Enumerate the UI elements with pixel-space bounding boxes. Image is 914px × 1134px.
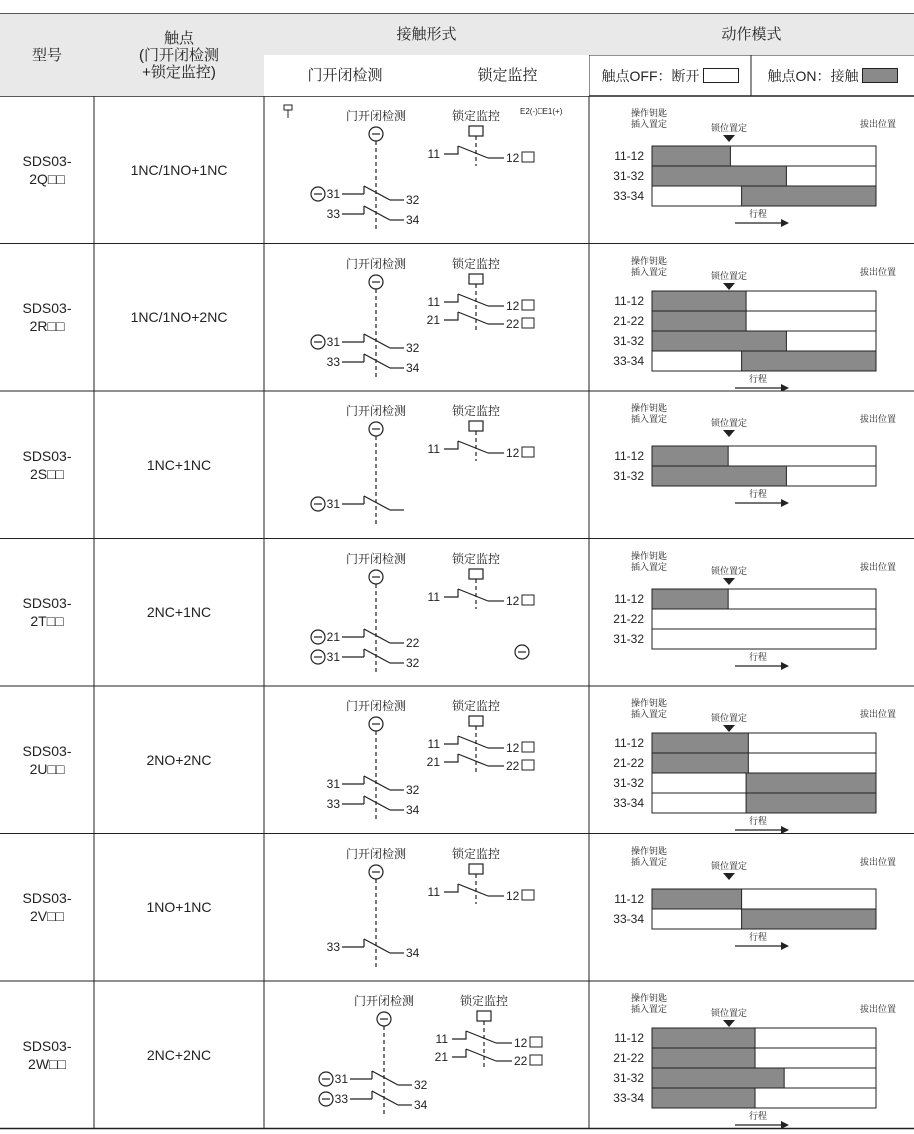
door-contact: [327, 354, 420, 375]
svg-text:21: 21: [326, 629, 340, 644]
svg-text:11-12: 11-12: [614, 149, 644, 163]
svg-text:31: 31: [326, 497, 340, 511]
circuit-diagram: [264, 391, 589, 539]
svg-text:33-34: 33-34: [613, 911, 644, 926]
chart-row: [613, 753, 876, 773]
lock-contact: [435, 1049, 542, 1068]
lock-monitor-label: 锁定监控: [451, 256, 501, 271]
circuit-diagram: [264, 539, 589, 687]
chart-row: [613, 311, 876, 331]
action-chart: [589, 244, 914, 392]
door-contact: [319, 1091, 428, 1112]
lock-square-symbol: [469, 126, 483, 136]
op-key-label: 操作钥匙: [631, 698, 668, 708]
pull-pos-label: 拔出位置: [859, 856, 896, 867]
chart-row: [613, 1048, 876, 1068]
svg-text:31: 31: [326, 334, 340, 349]
svg-text:34: 34: [406, 945, 420, 960]
circuit-diagram: [264, 686, 589, 834]
lock-pos-label: 锁位置定: [710, 860, 748, 871]
svg-text:12: 12: [506, 741, 520, 755]
svg-text:21-22: 21-22: [613, 611, 644, 626]
e-terminal-label: E2(-)⎕E1(+): [520, 107, 563, 116]
door-contact: [311, 649, 420, 670]
svg-text:11: 11: [427, 294, 440, 309]
model-cell: SDS03- 2S□□: [22, 447, 72, 482]
svg-text:12: 12: [506, 593, 520, 608]
svg-text:31-32: 31-32: [613, 169, 644, 183]
action-chart: [589, 834, 914, 982]
door-contact: [311, 334, 420, 355]
svg-text:31-32: 31-32: [613, 631, 644, 646]
lock-monitor-label: 锁定监控: [451, 404, 501, 418]
lock-pos-marker: [723, 725, 735, 732]
lock-pos-marker: [723, 1020, 735, 1027]
lock-monitor-label: 锁定监控: [451, 846, 501, 861]
svg-text:31: 31: [326, 649, 340, 664]
pull-pos-label: 拔出位置: [859, 561, 896, 572]
insert-pos-label: 插入置定: [631, 414, 668, 424]
chart-row: [614, 889, 876, 909]
svg-text:12: 12: [514, 1036, 528, 1050]
action-chart: [589, 391, 914, 539]
chart-row: [613, 609, 876, 629]
stroke-label: 行程: [749, 931, 768, 942]
insert-pos-label: 插入置定: [631, 709, 668, 719]
svg-text:12: 12: [506, 151, 520, 165]
svg-text:11: 11: [427, 884, 440, 899]
svg-text:31-32: 31-32: [613, 776, 644, 790]
op-key-label: 操作钥匙: [631, 403, 668, 413]
svg-text:33-34: 33-34: [613, 353, 644, 368]
lock-pos-label: 锁位置定: [710, 270, 748, 281]
contacts-cell: 2NC+1NC: [146, 604, 212, 621]
svg-text:12: 12: [506, 888, 520, 903]
door-detect-label: 门开闭检测: [345, 699, 407, 713]
contacts-cell: 2NC+2NC: [146, 1046, 212, 1063]
pull-pos-label: 拔出位置: [859, 266, 896, 277]
model-cell: SDS03- 2W□□: [22, 1037, 72, 1072]
lock-monitor-label: 锁定监控: [451, 109, 501, 123]
door-contact: [311, 496, 404, 511]
chart-row: [613, 186, 876, 206]
contacts-cell: 1NC+1NC: [146, 456, 212, 473]
header-model: 型号: [0, 14, 94, 96]
lock-pos-marker: [723, 135, 735, 142]
svg-text:11: 11: [435, 1032, 448, 1046]
lock-contact: [428, 146, 534, 165]
pull-pos-label: 拔出位置: [859, 119, 896, 129]
lock-pos-label: 锁位置定: [710, 123, 748, 133]
svg-text:34: 34: [414, 1098, 428, 1112]
model-cell: SDS03- 2U□□: [22, 742, 72, 777]
chart-row: [613, 166, 876, 186]
circuit-diagram: [264, 96, 589, 244]
chart-row: [613, 331, 876, 351]
door-contact: [311, 186, 420, 207]
svg-text:11: 11: [427, 737, 440, 751]
contacts-cell: 2NO+2NC: [146, 751, 212, 768]
svg-text:21: 21: [434, 1050, 448, 1064]
action-chart: [589, 686, 914, 834]
insert-pos-label: 插入置定: [631, 1004, 668, 1014]
chart-row: [614, 291, 876, 311]
op-key-label: 操作钥匙: [631, 255, 668, 266]
key-icon: [284, 105, 292, 118]
svg-text:12: 12: [506, 446, 520, 460]
svg-text:32: 32: [406, 193, 420, 207]
lock-pos-marker: [723, 578, 735, 585]
header-door-detect: 门开闭检测: [264, 55, 426, 96]
chart-row: [613, 1088, 876, 1108]
door-detect-label: 门开闭检测: [345, 109, 407, 123]
svg-text:11-12: 11-12: [614, 1031, 644, 1045]
svg-text:33: 33: [334, 1092, 348, 1106]
svg-text:32: 32: [406, 655, 420, 670]
lock-pos-marker: [723, 430, 735, 437]
lock-square-symbol: [469, 864, 483, 874]
door-contact: [327, 939, 420, 960]
lock-contact: [428, 441, 534, 460]
stroke-label: 行程: [749, 1111, 768, 1121]
svg-text:21-22: 21-22: [613, 313, 644, 328]
chart-row: [614, 1028, 876, 1048]
model-cell: SDS03- 2Q□□: [22, 152, 72, 187]
chart-row: [613, 351, 876, 371]
door-contact: [327, 206, 420, 227]
chart-row: [613, 1068, 876, 1088]
model-cell: SDS03- 2V□□: [22, 890, 72, 925]
svg-text:33: 33: [326, 797, 340, 811]
door-contact: [319, 1071, 428, 1092]
lock-contact: [427, 754, 534, 773]
svg-text:21-22: 21-22: [613, 756, 644, 770]
chart-row: [614, 446, 876, 466]
svg-text:11: 11: [427, 589, 440, 604]
svg-text:32: 32: [414, 1078, 428, 1092]
op-key-label: 操作钥匙: [631, 550, 668, 561]
svg-text:11-12: 11-12: [614, 449, 644, 463]
chart-row: [613, 629, 876, 649]
op-key-label: 操作钥匙: [631, 993, 668, 1003]
lock-pos-marker: [723, 873, 735, 880]
svg-text:34: 34: [406, 803, 420, 817]
svg-text:31: 31: [334, 1072, 348, 1086]
chart-row: [613, 793, 876, 813]
svg-text:21: 21: [426, 755, 440, 769]
svg-text:33: 33: [326, 207, 340, 221]
circuit-diagram: [264, 834, 589, 982]
circuit-diagram: [264, 981, 589, 1129]
header-contacts: 触点 (门开闭检测 +锁定监控): [94, 14, 264, 96]
svg-text:11-12: 11-12: [614, 591, 644, 606]
svg-text:11: 11: [427, 147, 440, 161]
contacts-cell: 1NC/1NO+1NC: [130, 161, 228, 178]
svg-text:31: 31: [326, 187, 340, 201]
lock-square-symbol: [469, 421, 483, 431]
lock-square-symbol: [469, 569, 483, 579]
svg-text:31-32: 31-32: [613, 333, 644, 348]
legend-off-swatch: [703, 68, 739, 83]
legend-off: [589, 55, 751, 96]
header-contact-form: 接触形式: [264, 14, 589, 55]
svg-text:11-12: 11-12: [614, 293, 644, 308]
insert-pos-label: 插入置定: [631, 561, 668, 572]
svg-text:34: 34: [406, 360, 420, 375]
pull-pos-label: 拔出位置: [859, 414, 896, 424]
pull-pos-label: 拔出位置: [859, 709, 896, 719]
lock-contact: [428, 589, 534, 608]
contacts-cell: 1NC/1NO+2NC: [130, 309, 228, 326]
svg-text:31: 31: [326, 777, 340, 791]
svg-text:12: 12: [506, 298, 520, 313]
lock-contact: [428, 884, 534, 903]
stroke-label: 行程: [749, 373, 768, 384]
chart-row: [613, 773, 876, 793]
lock-contact: [428, 294, 534, 313]
lock-monitor-label: 锁定监控: [451, 699, 501, 713]
svg-text:33: 33: [326, 939, 340, 954]
svg-text:22: 22: [514, 1054, 528, 1068]
svg-text:31-32: 31-32: [613, 469, 644, 483]
door-detect-label: 门开闭检测: [353, 994, 415, 1008]
svg-text:22: 22: [506, 759, 520, 773]
door-detect-label: 门开闭检测: [345, 256, 407, 271]
lock-square-symbol: [469, 716, 483, 726]
chart-row: [614, 589, 876, 609]
insert-pos-label: 插入置定: [631, 119, 668, 129]
door-detect-label: 门开闭检测: [345, 551, 407, 566]
door-detect-label: 门开闭检测: [345, 404, 407, 418]
stroke-label: 行程: [749, 816, 768, 826]
svg-text:22: 22: [406, 635, 420, 650]
svg-text:33-34: 33-34: [613, 796, 644, 810]
circuit-diagram: [264, 244, 589, 392]
lock-contact: [427, 312, 534, 331]
pull-pos-label: 拔出位置: [859, 1004, 896, 1014]
door-contact: [327, 776, 420, 797]
lock-monitor-label: 锁定监控: [451, 551, 501, 566]
op-key-label: 操作钥匙: [631, 845, 668, 856]
legend-off-label: 触点OFF：断开: [601, 67, 700, 84]
lock-contact: [436, 1031, 542, 1050]
svg-text:33-34: 33-34: [613, 1091, 644, 1105]
model-cell: SDS03- 2R□□: [22, 300, 72, 335]
lock-pos-marker: [723, 283, 735, 290]
door-contact: [327, 796, 420, 817]
svg-text:32: 32: [406, 783, 420, 797]
chart-row: [613, 466, 876, 486]
legend-on: [751, 55, 914, 96]
svg-text:32: 32: [406, 340, 420, 355]
action-chart: [589, 96, 914, 244]
lock-pos-label: 锁位置定: [710, 565, 748, 576]
legend-on-swatch: [862, 68, 898, 83]
svg-text:31-32: 31-32: [613, 1071, 644, 1085]
lock-contact: [428, 736, 534, 755]
svg-text:21: 21: [426, 312, 440, 327]
lock-square-symbol: [477, 1011, 491, 1021]
stroke-label: 行程: [749, 651, 768, 662]
door-detect-label: 门开闭检测: [345, 846, 407, 861]
svg-text:33: 33: [326, 354, 340, 369]
svg-text:33-34: 33-34: [613, 189, 644, 203]
stroke-label: 行程: [749, 489, 768, 499]
lock-pos-label: 锁位置定: [710, 418, 748, 428]
lock-square-symbol: [469, 274, 483, 284]
header-action-mode: 动作模式: [589, 14, 914, 55]
chart-row: [613, 909, 876, 929]
lock-monitor-label: 锁定监控: [459, 994, 509, 1008]
legend-on-label: 触点ON：接触: [767, 67, 859, 84]
action-chart: [589, 539, 914, 687]
svg-text:11-12: 11-12: [614, 736, 644, 750]
door-contact: [311, 629, 420, 650]
svg-text:22: 22: [506, 316, 520, 331]
svg-text:11: 11: [427, 442, 440, 456]
insert-pos-label: 插入置定: [631, 856, 668, 867]
model-cell: SDS03- 2T□□: [22, 595, 72, 630]
header-lock-monitor: 锁定监控: [426, 55, 589, 96]
action-chart: [589, 981, 914, 1129]
contacts-cell: 1NO+1NC: [146, 899, 212, 916]
svg-text:11-12: 11-12: [614, 891, 644, 906]
svg-text:34: 34: [406, 213, 420, 227]
op-key-label: 操作钥匙: [631, 108, 668, 118]
chart-row: [614, 146, 876, 166]
svg-text:21-22: 21-22: [613, 1051, 644, 1065]
insert-pos-label: 插入置定: [631, 266, 668, 277]
lock-pos-label: 锁位置定: [710, 713, 748, 723]
lock-pos-label: 锁位置定: [710, 1008, 748, 1018]
stroke-label: 行程: [749, 209, 768, 219]
chart-row: [614, 733, 876, 753]
